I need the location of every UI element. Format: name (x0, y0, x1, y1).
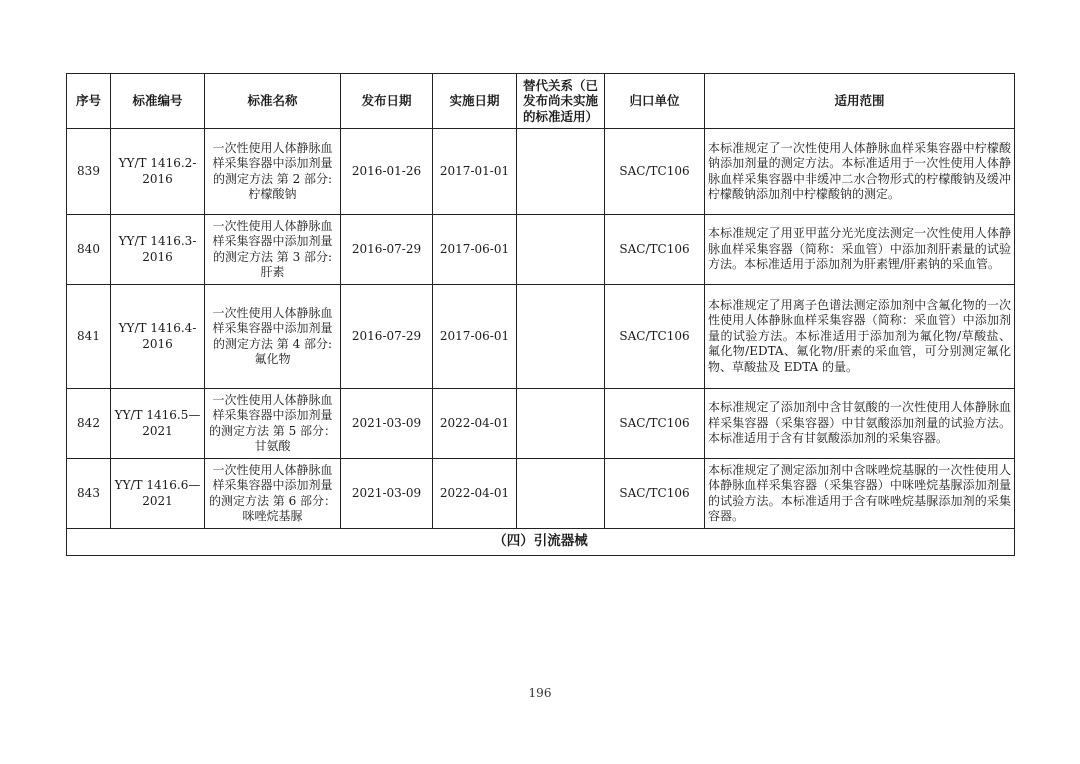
cell-unit: SAC/TC106 (605, 129, 705, 215)
cell-scope: 本标准规定了用亚甲蓝分光光度法测定一次性使用人体静脉血样采集容器（简称：采血管）中添加剂肝素量的试验方法。本标准适用于添加剂为肝素锂/肝素钠的采血管。 (705, 215, 1015, 285)
header-replacement: 替代关系（已发布尚未实施的标准适用） (517, 74, 605, 129)
standards-table (66, 73, 1015, 556)
header-unit: 归口单位 (605, 74, 705, 129)
cell-implement-date: 2022-04-01 (433, 389, 517, 459)
cell-replacement (517, 459, 605, 529)
table-row (67, 389, 1015, 459)
cell-scope: 本标准规定了用离子色谱法测定添加剂中含氟化物的一次性使用人体静脉血样采集容器（简称：采血管）中添加剂量的试验方法。本标准适用于添加剂为氟化物/草酸盐、氟化物/EDTA、氟化物/肝素的采血管，可分别测定氟化物、草酸盐及 EDTA 的量。 (705, 285, 1015, 389)
cell-implement-date: 2017-06-01 (433, 285, 517, 389)
cell-implement-date: 2022-04-01 (433, 459, 517, 529)
header-publish-date: 发布日期 (341, 74, 433, 129)
cell-unit: SAC/TC106 (605, 459, 705, 529)
cell-unit: SAC/TC106 (605, 215, 705, 285)
header-serial: 序号 (67, 74, 111, 129)
cell-scope: 本标准规定了添加剂中含甘氨酸的一次性使用人体静脉血样采集容器（采集容器）中甘氨酸添加剂量的试验方法。本标准适用于含有甘氨酸添加剂的采集容器。 (705, 389, 1015, 459)
cell-publish-date: 2016-07-29 (341, 285, 433, 389)
section-row (67, 529, 1015, 556)
cell-unit: SAC/TC106 (605, 389, 705, 459)
cell-scope: 本标准规定了测定添加剂中含咪唑烷基脲的一次性使用人体静脉血样采集容器（采集容器）中咪唑烷基脲添加剂量的试验方法。本标准适用于含有咪唑烷基脲添加剂的采集容器。 (705, 459, 1015, 529)
header-implement-date: 实施日期 (433, 74, 517, 129)
cell-code: YY/T 1416.6—2021 (111, 459, 205, 529)
cell-name: 一次性使用人体静脉血样采集容器中添加剂量的测定方法 第 5 部分：甘氨酸 (205, 389, 341, 459)
page-number: 196 (528, 686, 552, 700)
cell-publish-date: 2021-03-09 (341, 389, 433, 459)
header-name: 标准名称 (205, 74, 341, 129)
table-row (67, 459, 1015, 529)
cell-name: 一次性使用人体静脉血样采集容器中添加剂量的测定方法 第 6 部分：咪唑烷基脲 (205, 459, 341, 529)
cell-serial: 840 (67, 215, 111, 285)
cell-serial: 841 (67, 285, 111, 389)
cell-publish-date: 2021-03-09 (341, 459, 433, 529)
section-title: （四）引流器械 (67, 529, 1015, 556)
table-row (67, 285, 1015, 389)
cell-replacement (517, 215, 605, 285)
cell-code: YY/T 1416.2-2016 (111, 129, 205, 215)
cell-unit: SAC/TC106 (605, 285, 705, 389)
table-row (67, 129, 1015, 215)
cell-publish-date: 2016-01-26 (341, 129, 433, 215)
cell-serial: 842 (67, 389, 111, 459)
cell-scope: 本标准规定了一次性使用人体静脉血样采集容器中柠檬酸钠添加剂量的测定方法。本标准适用于一次性使用人体静脉血样采集容器中非缓冲二水合物形式的柠檬酸钠及缓冲柠檬酸钠添加剂中柠檬酸钠的测定。 (705, 129, 1015, 215)
cell-serial: 839 (67, 129, 111, 215)
header-code: 标准编号 (111, 74, 205, 129)
cell-serial: 843 (67, 459, 111, 529)
cell-replacement (517, 129, 605, 215)
header-scope: 适用范围 (705, 74, 1015, 129)
cell-code: YY/T 1416.4-2016 (111, 285, 205, 389)
cell-name: 一次性使用人体静脉血样采集容器中添加剂量的测定方法 第 4 部分:氟化物 (205, 285, 341, 389)
cell-implement-date: 2017-06-01 (433, 215, 517, 285)
cell-replacement (517, 389, 605, 459)
cell-implement-date: 2017-01-01 (433, 129, 517, 215)
table-row (67, 215, 1015, 285)
cell-name: 一次性使用人体静脉血样采集容器中添加剂量的测定方法 第 3 部分:肝素 (205, 215, 341, 285)
cell-publish-date: 2016-07-29 (341, 215, 433, 285)
cell-name: 一次性使用人体静脉血样采集容器中添加剂量的测定方法 第 2 部分: 柠檬酸钠 (205, 129, 341, 215)
cell-code: YY/T 1416.5—2021 (111, 389, 205, 459)
cell-replacement (517, 285, 605, 389)
cell-code: YY/T 1416.3-2016 (111, 215, 205, 285)
table-header-row (67, 74, 1015, 129)
